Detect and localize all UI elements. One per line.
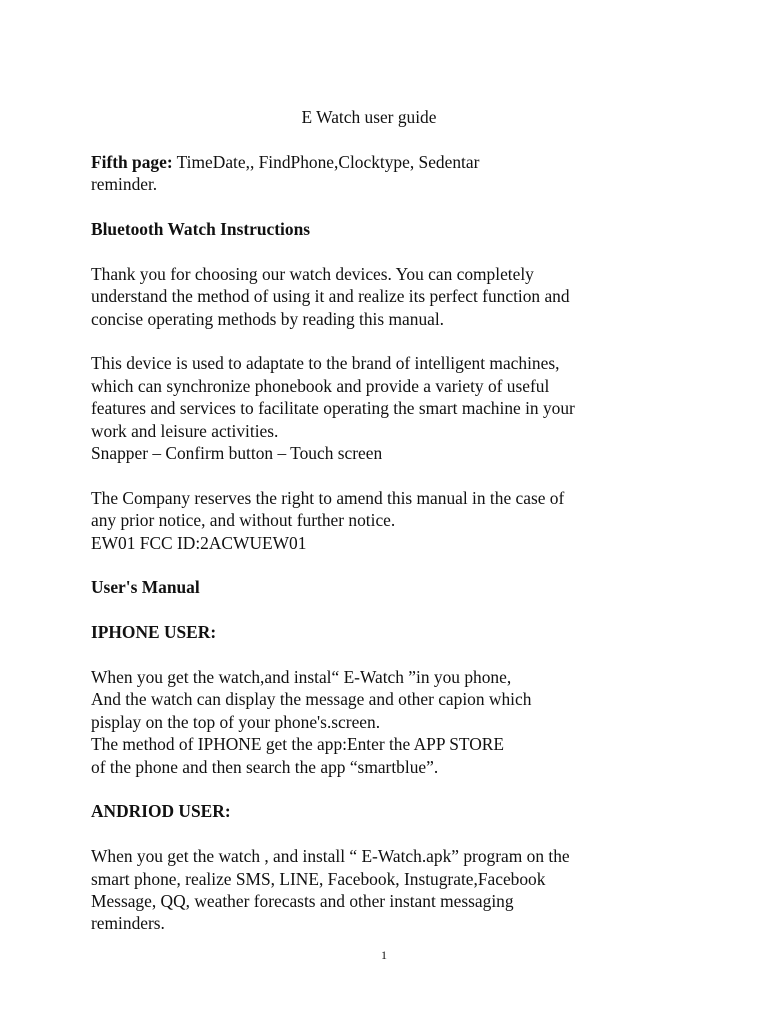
intro-paragraph bbox=[91, 263, 691, 330]
intro-line: Thank you for choosing our watch devices. You can completely bbox=[91, 263, 534, 284]
document-page bbox=[91, 106, 691, 957]
android-line: reminders. bbox=[91, 913, 165, 934]
android-paragraph bbox=[91, 845, 691, 935]
iphone-line: The method of IPHONE get the app:Enter the APP STORE bbox=[91, 734, 504, 755]
document-title: E Watch user guide bbox=[301, 107, 437, 127]
fifth-page-text: TimeDate,, FindPhone,Clocktype, Sedentar bbox=[172, 151, 480, 172]
device-line: work and leisure activities. bbox=[91, 420, 279, 441]
iphone-heading-text: IPHONE USER: bbox=[91, 622, 217, 643]
users-manual-heading bbox=[91, 576, 691, 598]
company-line: The Company reserves the right to amend this manual in the case of bbox=[91, 487, 565, 508]
iphone-line: When you get the watch,and instal“ E-Watch ”in you phone, bbox=[91, 667, 512, 688]
fifth-page-line-2: reminder. bbox=[91, 174, 158, 195]
bluetooth-heading-text: Bluetooth Watch Instructions bbox=[91, 219, 311, 239]
bluetooth-heading bbox=[91, 218, 691, 240]
iphone-line: of the phone and then search the app “smartblue”. bbox=[91, 756, 439, 777]
iphone-paragraph bbox=[91, 666, 691, 778]
device-paragraph bbox=[91, 352, 691, 464]
company-paragraph bbox=[91, 487, 691, 554]
company-line: EW01 FCC ID:2ACWUEW01 bbox=[91, 532, 307, 553]
android-line: When you get the watch , and install “ E-Watch.apk” program on the bbox=[91, 846, 570, 867]
fifth-page-line-1 bbox=[91, 151, 691, 173]
company-line: any prior notice, and without further notice. bbox=[91, 510, 396, 531]
device-line: features and services to facilitate operating the smart machine in your bbox=[91, 398, 575, 419]
fifth-page-label: Fifth page: bbox=[91, 151, 173, 172]
page-number: 1 bbox=[381, 948, 387, 962]
fifth-page-paragraph bbox=[91, 151, 691, 196]
device-line: This device is used to adaptate to the brand of intelligent machines, bbox=[91, 353, 560, 374]
android-heading-text: ANDRIOD USER: bbox=[91, 801, 231, 822]
android-heading bbox=[91, 800, 691, 822]
intro-line: concise operating methods by reading this manual. bbox=[91, 308, 445, 329]
intro-line: understand the method of using it and realize its perfect function and bbox=[91, 286, 570, 307]
iphone-heading bbox=[91, 621, 691, 643]
android-line: Message, QQ, weather forecasts and other instant messaging bbox=[91, 891, 514, 912]
users-manual-heading-text: User's Manual bbox=[91, 577, 200, 598]
device-line: which can synchronize phonebook and provide a variety of useful bbox=[91, 375, 550, 396]
device-line: Snapper – Confirm button – Touch screen bbox=[91, 443, 383, 464]
iphone-line: And the watch can display the message and other capion which bbox=[91, 689, 532, 710]
iphone-line: pisplay on the top of your phone's.screen. bbox=[91, 711, 381, 732]
android-line: smart phone, realize SMS, LINE, Facebook, Instugrate,Facebook bbox=[91, 868, 546, 889]
